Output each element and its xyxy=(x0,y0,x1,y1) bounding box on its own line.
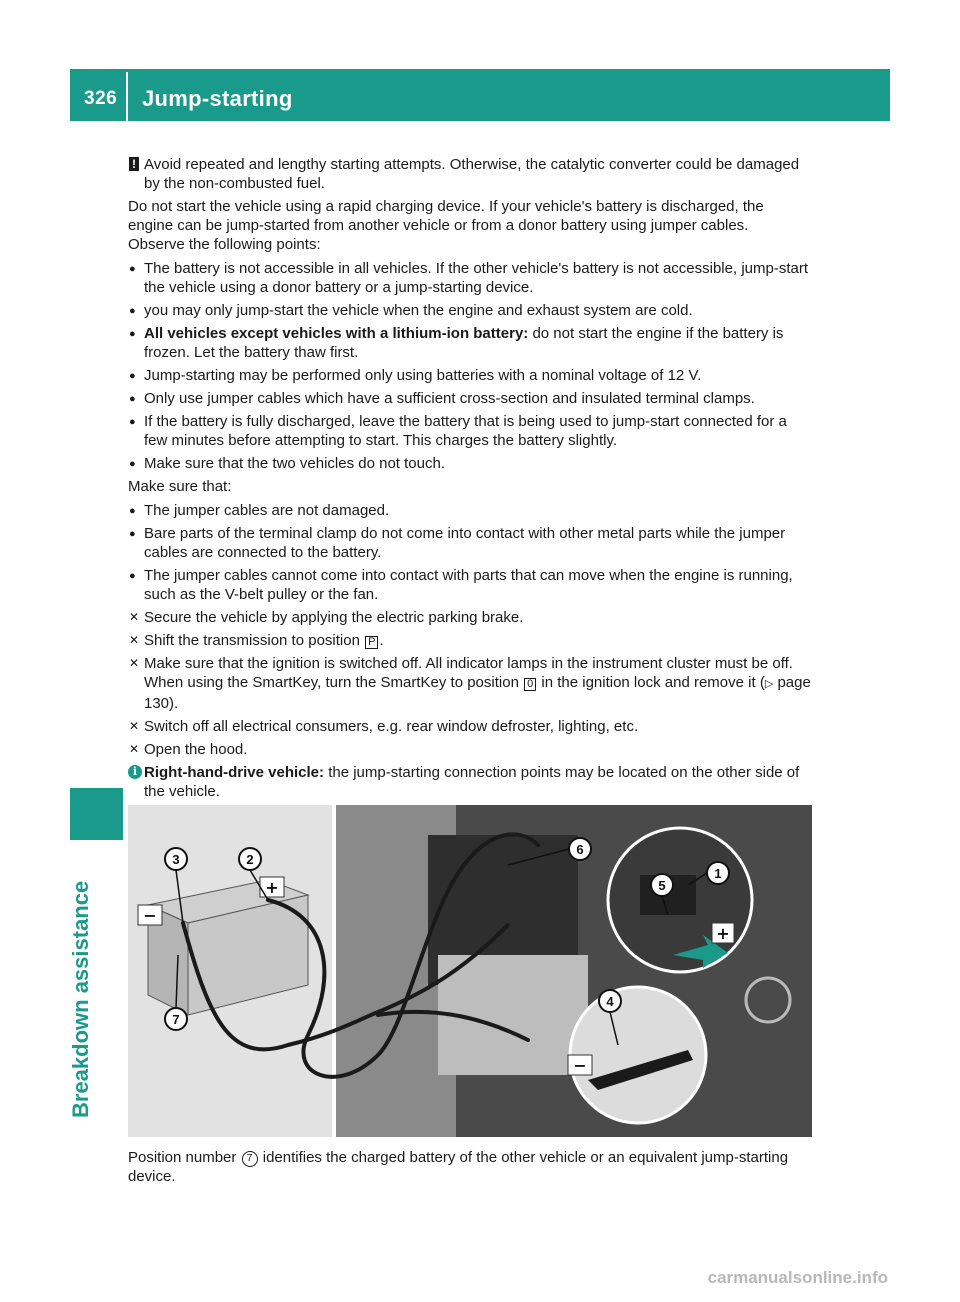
list-item xyxy=(128,412,812,450)
page-ref-icon: ▷ xyxy=(764,678,774,690)
list-item xyxy=(128,366,812,385)
list-item xyxy=(128,454,812,473)
list-item xyxy=(128,566,812,604)
svg-text:5: 5 xyxy=(658,878,666,893)
svg-text:1: 1 xyxy=(714,866,722,881)
list-item-text: Jump-starting may be performed only using batteries with a nominal voltage of 12 V. xyxy=(144,367,702,384)
lithium-text: do not start the engine if the battery is frozen. Let the battery thaw first. xyxy=(144,325,784,361)
section-title: Jump-starting xyxy=(142,86,293,111)
bullet-icon: ● xyxy=(129,263,136,275)
list-item-text: Make sure that the two vehicles do not touch. xyxy=(144,455,446,472)
list-item-text: The battery is not accessible in all vehicles. If the other vehicle's battery is not accessible, jump-start the vehicle using a donor battery or a jump-starting device. xyxy=(144,260,808,296)
svg-text:7: 7 xyxy=(172,1012,180,1027)
action-text: Shift the transmission to position xyxy=(144,632,365,649)
side-tab-label: Breakdown assistance xyxy=(68,880,93,1118)
action-arrow-icon: ✕ xyxy=(129,742,140,756)
callout-4 xyxy=(599,990,621,1012)
action-step xyxy=(128,654,812,713)
svg-text:+: + xyxy=(716,924,730,943)
action-arrow-icon: ✕ xyxy=(129,610,140,624)
bullet-icon: ● xyxy=(129,393,136,405)
page-ref-link[interactable]: page 130). xyxy=(144,674,811,712)
svg-text:3: 3 xyxy=(172,852,180,867)
svg-text:4: 4 xyxy=(606,994,614,1009)
action-step xyxy=(128,608,812,627)
svg-text:2: 2 xyxy=(246,852,254,867)
lithium-bold: All vehicles except vehicles with a lithium-ion battery: xyxy=(144,325,529,342)
caption-text: identifies the charged battery of the other vehicle or an equivalent jump-starting device. xyxy=(128,1149,789,1185)
action-step xyxy=(128,740,812,759)
svg-text:−: − xyxy=(143,906,157,925)
svg-text:+: + xyxy=(265,878,279,897)
minus-terminal-label xyxy=(138,905,162,925)
make-sure-label: Make sure that: xyxy=(128,478,232,495)
list-item xyxy=(128,389,812,408)
warning-icon: ! xyxy=(129,157,139,171)
info-icon: i xyxy=(128,765,142,779)
list-item xyxy=(128,524,812,562)
action-text: Switch off all electrical consumers, e.g. rear window defroster, lighting, etc. xyxy=(144,718,639,735)
info-text: the jump-starting connection points may be located on the other side of the vehicle. xyxy=(144,764,800,800)
observe-label: Observe the following points: xyxy=(128,236,321,253)
bullet-icon: ● xyxy=(129,458,136,470)
list-item-text: Bare parts of the terminal clamp do not come into contact with other metal parts while the jumper cables are connected to the battery. xyxy=(144,525,786,561)
main-content xyxy=(128,155,812,805)
callout-3 xyxy=(165,848,187,870)
action-step xyxy=(128,631,812,650)
callout-6 xyxy=(569,838,591,860)
callout-5 xyxy=(651,874,673,896)
warning-text: Avoid repeated and lengthy starting attempts. Otherwise, the catalytic converter could be damaged by the non-combusted fuel. xyxy=(144,156,800,192)
bullet-icon: ● xyxy=(129,505,136,517)
gear-p-symbol: P xyxy=(365,636,378,649)
bullet-icon: ● xyxy=(129,305,136,317)
side-tab-marker xyxy=(70,788,123,840)
list-item-text: you may only jump-start the vehicle when the engine and exhaust system are cold. xyxy=(144,302,693,319)
list-item-text: The jumper cables are not damaged. xyxy=(144,502,390,519)
list-item xyxy=(128,501,812,520)
info-note xyxy=(128,763,812,801)
svg-text:−: − xyxy=(573,1056,587,1075)
watermark: carmanualsonline.info xyxy=(707,1268,888,1287)
action-arrow-icon: ✕ xyxy=(129,656,140,670)
callout-2 xyxy=(239,848,261,870)
bullet-icon: ● xyxy=(129,370,136,382)
header-divider xyxy=(126,72,128,121)
page-number: 326 xyxy=(84,88,118,109)
action-text: Make sure that the ignition is switched off. All indicator lamps in the instrument cluster must be off. When using the SmartKey, turn the SmartKey to position xyxy=(144,655,793,691)
list-item-text: Only use jumper cables which have a sufficient cross-section and insulated terminal clamps. xyxy=(144,390,755,407)
action-arrow-icon: ✕ xyxy=(129,719,140,733)
jump-start-illustration xyxy=(128,805,812,1137)
callout-1 xyxy=(707,862,729,884)
list-item xyxy=(128,324,812,362)
bullet-icon: ● xyxy=(129,416,136,428)
list-item xyxy=(128,259,812,297)
list-item xyxy=(128,301,812,320)
intro-paragraph: Do not start the vehicle using a rapid charging device. If your vehicle's battery is discharged, the engine can be jump-started from another vehicle or from a donor battery using jumper cables. xyxy=(128,198,764,234)
action-text: . xyxy=(379,632,384,649)
key-position-symbol: 0 xyxy=(524,678,536,691)
action-step xyxy=(128,717,812,736)
svg-text:6: 6 xyxy=(576,842,584,857)
bullet-icon: ● xyxy=(129,570,136,582)
bullet-icon: ● xyxy=(129,328,136,340)
list-item-text: If the battery is fully discharged, leave the battery that is being used to jump-start connected for a few minutes before attempting to start. This charges the battery slightly. xyxy=(144,413,787,449)
action-arrow-icon: ✕ xyxy=(129,633,140,647)
figure-caption xyxy=(128,1148,812,1186)
list-item-text: The jumper cables cannot come into contact with parts that can move when the engine is running, such as the V-belt pulley or the fan. xyxy=(144,567,793,603)
caption-callout-7: 7 xyxy=(242,1151,258,1167)
info-bold: Right-hand-drive vehicle: xyxy=(144,764,325,781)
caption-text: Position number xyxy=(128,1149,241,1166)
action-text: in the ignition lock and remove it ( xyxy=(537,674,765,691)
warning-note xyxy=(128,155,812,193)
bullet-icon: ● xyxy=(129,528,136,540)
callout-7 xyxy=(165,1008,187,1030)
action-text: Open the hood. xyxy=(144,741,248,758)
action-text: Secure the vehicle by applying the electric parking brake. xyxy=(144,609,524,626)
